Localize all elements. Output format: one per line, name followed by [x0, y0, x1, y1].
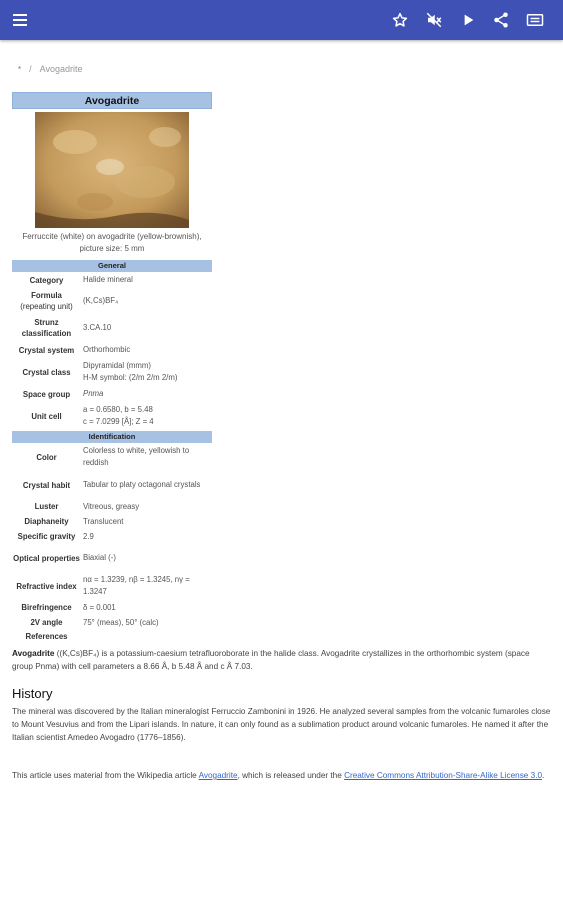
2v-angle-value: 75° (meas), 50° (calc) — [83, 617, 159, 627]
hamburger-menu-icon[interactable] — [8, 8, 32, 32]
row-crystal-system — [12, 342, 212, 358]
app-bar — [0, 0, 563, 40]
star-icon[interactable] — [388, 8, 412, 32]
row-crystal-habit — [12, 471, 212, 499]
formula-value: (K,Cs)BF₄ — [83, 296, 119, 305]
specific-gravity-label: Specific gravity — [17, 532, 76, 541]
row-unit-cell — [12, 402, 212, 430]
history-paragraph: The mineral was discovered by the Italian mineralogist Ferruccio Zambonini in 1926. He analyzed several samples from the volcanic fumaroles close to Mount Vesuvius and from the Lipari islands. In nature, it can only found as a sublimation product around volcanic fumaroles. He named it after the Italian scientist Amedeo Avogadro (1776–1856). — [12, 707, 551, 742]
row-optical-properties — [12, 544, 212, 572]
row-specific-gravity — [12, 529, 212, 544]
row-references — [12, 630, 212, 643]
color-label: Color — [36, 452, 57, 462]
crystal-class-label: Crystal class — [22, 367, 71, 377]
row-space-group — [12, 386, 212, 402]
intro-bold-term: Avogadrite — [12, 649, 55, 658]
unit-cell-value: a = 0.6580, b = 5.48 c = 7.0299 [Å]; Z = 4 — [83, 405, 154, 426]
row-category — [12, 272, 212, 288]
specific-gravity-value: 2.9 — [83, 531, 94, 541]
intro-paragraph — [12, 647, 552, 673]
optical-properties-value: Biaxial (-) — [83, 553, 116, 562]
2v-angle-label: 2V angle — [30, 618, 63, 627]
license-paragraph: This article uses material from the Wikipedia article Avogadrite, which is released under the Creative Commons Attribution-Share-Alike License 3.0. — [12, 771, 545, 780]
references-label[interactable]: References — [25, 632, 68, 641]
refractive-index-label: Refractive index — [16, 581, 77, 591]
list-icon[interactable] — [523, 8, 547, 32]
space-group-value: Pnma — [83, 389, 104, 398]
space-group-label: Space group — [22, 389, 71, 399]
category-label: Category — [29, 275, 64, 285]
formula-label: Formula (repeating unit) — [20, 291, 73, 311]
share-icon[interactable] — [489, 8, 513, 32]
wikipedia-article-link[interactable]: Avogadrite — [198, 771, 238, 780]
breadcrumb — [18, 64, 83, 74]
category-value: Halide mineral — [83, 275, 133, 284]
luster-label: Luster — [34, 502, 59, 511]
row-diaphaneity — [12, 514, 212, 529]
infobox-title: Avogadrite — [12, 92, 212, 109]
row-color — [12, 443, 212, 471]
color-value: Colorless to white, yellowish to reddish — [83, 446, 190, 467]
mineral-photo[interactable] — [35, 112, 189, 228]
row-birefringence — [12, 600, 212, 615]
birefringence-value: δ = 0.001 — [83, 602, 116, 612]
intro-text: ((K,Cs)BF₄) is a potassium-caesium tetrafluoroborate in the halide class. Avogadrite crystallizes in the orthorhombic system (space group Pnma) with cell parameters a 8.66 Å, b 5.48 Å and c Å 7.03. — [12, 649, 530, 671]
luster-value: Vitreous, greasy — [83, 501, 140, 511]
history-heading: History — [12, 686, 53, 701]
crystal-habit-value: Tabular to platy octagonal crystals — [83, 480, 201, 489]
play-icon[interactable] — [456, 8, 480, 32]
crystal-class-value: Dipyramidal (mmm) H-M symbol: (2/m 2/m 2/m) — [83, 361, 178, 382]
birefringence-label: Birefringence — [21, 603, 72, 612]
row-crystal-class — [12, 358, 212, 386]
row-refractive-index — [12, 572, 212, 600]
unit-cell-label: Unit cell — [31, 411, 62, 421]
breadcrumb-current: Avogadrite — [39, 64, 83, 74]
photo-caption: Ferruccite (white) on avogadrite (yellow-brownish), picture size: 5 mm — [22, 232, 202, 253]
optical-properties-label: Optical properties — [13, 553, 80, 563]
row-2v-angle — [12, 615, 212, 630]
refractive-index-value: nα = 1.3239, nβ = 1.3245, nγ = 1.3247 — [83, 575, 190, 596]
crystal-habit-label: Crystal habit — [22, 480, 71, 490]
strunz-value: 3.CA.10 — [83, 323, 112, 332]
diaphaneity-value: Translucent — [83, 516, 124, 526]
section-general: General — [12, 260, 212, 272]
breadcrumb-separator: / — [29, 64, 32, 74]
section-identification: Identification — [12, 431, 212, 443]
volume-off-icon[interactable] — [422, 8, 446, 32]
row-luster — [12, 499, 212, 514]
breadcrumb-home[interactable]: * — [18, 64, 22, 74]
crystal-system-label: Crystal system — [18, 345, 75, 355]
strunz-label: Strunz classification — [21, 318, 72, 338]
diaphaneity-label: Diaphaneity — [24, 517, 69, 526]
row-formula — [12, 288, 212, 314]
crystal-system-value: Orthorhombic — [83, 345, 131, 354]
license-link[interactable]: Creative Commons Attribution-Share-Alike License 3.0 — [344, 771, 543, 780]
row-strunz — [12, 314, 212, 342]
infobox — [12, 92, 212, 643]
